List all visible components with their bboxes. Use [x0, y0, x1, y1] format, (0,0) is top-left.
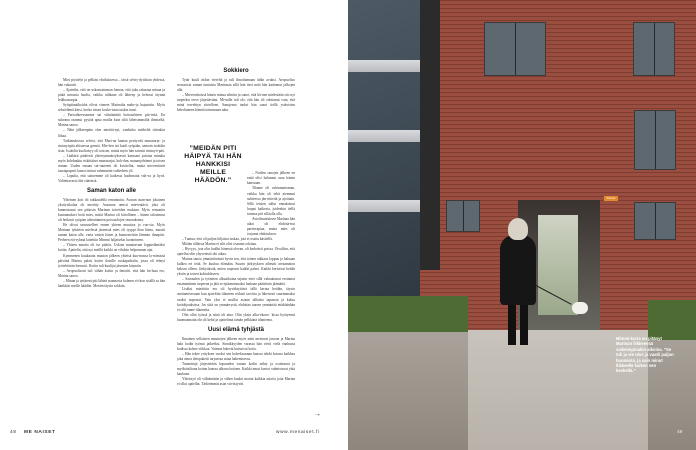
person-head: [508, 218, 528, 240]
window: [484, 22, 546, 76]
paragraph: Tytär kuuli riidan viereltä ja tuli ilmoittamaan äidin avuksi. Avopuoliso seurasivat saman tuntuista Marinasta sillä hän tiesi mitä hän kadonnut jalkojen alla.: [177, 78, 295, 93]
grass-patch: [348, 296, 468, 332]
photo-page: [348, 0, 696, 450]
glass-building: [348, 0, 420, 300]
window: [446, 200, 480, 232]
paragraph: Yhteistyö oli välttämätön ja siihen kuului monia kaikkia asioita joita Marina ei ollut ajatellut. Tärkeimmät asiat viivästyvät.: [177, 377, 295, 387]
page-number-left: 48: [10, 430, 17, 435]
paragraph: Yhteinen koti oli rakkaudella remontoitu. Avaran asun-non jokainen yksityiskohta oli mietitty. Asunnon omisti mieventävä, joka oli kunnostanut sen pääosin Marinan toiveiden mukaan. Myös remontin kustannukset hoiti mies, mistä Marina oli kiitollinen – hänen taloutensa oli heikosti syöpien aiheuttamien poissaolojen seurauksena.: [58, 197, 165, 223]
courtyard-view: [538, 215, 578, 315]
paragraph: – Avopuolisoni tuli vähän kotiin ja ilmoitti, että hän ha-luaa ero, Marina sanoo.: [58, 268, 165, 278]
paragraph: Tunnettuja järjestetään lapsuuden varaan kodin nähty ja osoittanut ja myöhäisiltana koiran kanssa ulkona hoitaen. Kaikki muut kuviot valmistuvat yhtä kaukana.: [177, 361, 295, 377]
magazine-url: www.menaiset.fi: [276, 430, 320, 435]
continue-arrow-icon: →: [314, 411, 321, 418]
paragraph: Mies piyttelyt ja pelkäsi eholtuksessa – tässä selviy-dyttäisin yhdessä, hän vakuutti.: [58, 78, 165, 88]
paragraph: – Yhteen muutto oli iso päätös. Uskoin muuttavani loppuelämäksi kotiin. Ajattelin, että nyt meillä kaikki on vihdoin helpommat ajat.: [58, 243, 165, 253]
paragraph: Ilmainen sellaisten muuttojen jälkeen myös näin asettuvat jonoon ja Marina haki kodin työnsä jatkeeksi. Sinnikkyyden varassa hän vietti vielä vanhassa kodissa kolme viikkoa. Vaimon kätevät kutsuivat kotia.: [177, 336, 295, 351]
paragraph: Tutkimuksissa selvisi, että Mari-na kantaa perityvää munasarja- ja rintasyöpää altistavaa geeniä. Mie-hen isä kuoli syöpään, samoin isoäidin sisar. Isoäidin kuoliaisyy oli tosisen, mutta myös hän sairasti rintasyö-pää.: [58, 138, 165, 153]
person-coat: [500, 235, 536, 305]
page-number-right: 49: [677, 430, 683, 435]
text-column-2: [177, 64, 295, 387]
paragraph: He olivat seurustelleet ennen yhteen muuttoa jo vuo-sia. Myös Marinan tyttärien mielestä jäsenistä mies oli tyyppi ihan hieno, muutti saman katon alle, varta vasten hänet ja kunnostettiin lämmin ilmapiiri. Perheen erä-ryhmä laitettiin Mimmi hiljaiseksi luonteineen.: [58, 223, 165, 243]
paragraph: Mitään tällaista Marina ei silti olisi osannut odottaa.: [182, 241, 257, 246]
person-leg: [520, 305, 528, 345]
grass-patch: [648, 300, 696, 340]
person-leg: [508, 305, 516, 345]
paragraph: Avioilmoituksen Marinaa hän aikoi oli ehdotta-nut parterrapiaa, mutta mies oli torjunut ehdotuksen.: [247, 216, 295, 236]
paragraph: – Tuntuu, että oli paljon hiljaista tuskaa, jota ei osattu käsitellä.: [182, 236, 273, 241]
paragraph: – Lääkärit päättivät yhteisymmärryksessä kanssani poistaa minulta myös kohdunkin riskittäiset munasarjat, koh-dun, munanjohtimet ja toisen rinnan. Uuden omaan sai-rauteeni oli kuvitellut, mutta mieventävät taustapaperit kauroi minut vahemmän vaihedeen yli.: [58, 153, 165, 173]
paragraph: Olin ollut työssä ja siinä oli aina. Olin yksin alku-ekono- kissa hyötyensä huomaamatta ohi oli kehit ja ajattelinut tämän pelkkänä tilanteena.: [177, 312, 295, 322]
paragraph: Kymmenen kuukautta muuton jälkeen yhteisä kuu-massa lo-nämissä päivänä Marina palasi kotiin ilaisille ruokapaikalta, jossa oli tehnyt työtehtävän hienosti. Kotiin tuli kuulijat jäsenien käymän.: [58, 253, 165, 268]
paragraph: – Ajattelin, että on uskomattoman hienoa, että joku rakastaa minua ja pitää minusta huolta, vaikka tulikaan oli lähteny ja kehossi täynnä leikkausarpia.: [58, 88, 165, 103]
paragraph: – Parisuhteessamme sai väistämättä hoitosuhteen piir-teitä. En sukeana osannut pyytää apua muilta kuin siltä läheisimmältä ihmiseltä, Marina sanoo.: [58, 113, 165, 128]
paragraph: – Sairauden ja työnteon alkuaikoina tajusin ettei sillä vakuuttanut erottanut ensimmäinen tarpeena ja jätä se epäonnismaksi lankaan päättävän jäämättä.: [177, 277, 295, 287]
section-heading: Uusi elämä tyhjästä: [207, 326, 265, 333]
paragraph: Syöpätautihoidot olivat vieneet Marinalta mahe-ja hajuaistin. Myös seksielämä kärsi, koska toisen koske-tusta tuskin tunsi.: [58, 103, 165, 113]
magazine-brand: ME NAISET: [24, 430, 56, 435]
paragraph: – Näin jälkeenpäin olen miettiä-nyt, vaadinko mieheltä sittenkin liikaa.: [58, 128, 165, 138]
dog-mimmi: [572, 302, 588, 314]
photo-caption: Mimmi-koira on pitänyt Marinan liikkeessä vaikeimpinakin aikoina. ”Se tuli ja vie ulos ja vaatii paljon huomiota, ja sain minut liikkeelle kaiken sen keskellä.”: [616, 336, 674, 374]
porch-sign: Porras: [604, 196, 618, 201]
window: [634, 202, 676, 240]
paragraph: Lisäksi mietittiin ero oli hyväksyttävä tällä kertaa heidän, täysin asettumisessaan kun ajateltiin tilanteen reilusti tarvittu ja läheisesti suurimmaksi osaksi nopeasti. Vain yksi ei mullut asiaan tällaista tapausta ja kuluu kotiohjauksissa. Jos siitä on ymmärrystä, ehdottaa taasen ymmärtää ettäkäänhän ei silti tunne tilannetta.: [177, 287, 295, 312]
window: [634, 110, 676, 170]
pull-quote-text: ”MEIDÄN PITI HÄIPYÄ TAI HÄN HANKKISI MEILLE HÄÄDÖN.”: [184, 145, 242, 184]
section-heading: Sokkiero: [223, 68, 249, 74]
balcony: [348, 200, 426, 212]
building-column: [420, 0, 440, 270]
paragraph: – Minun ja tyttäreni piti lähteä asunnosta kolmen vii-kon sisällä sa hän hankkisi meille häädön. Meniin täysin sokkiin.: [58, 278, 165, 288]
balcony: [348, 60, 426, 72]
balcony: [348, 130, 426, 142]
paragraph: – Mieventävässä hänen minua silmiin ja sanoi, että hä-nen mielestään siis nyt tarpeeksi terve järjettävämi. Mi-nulle tuli olo, että hän oli odottanut vain, että minä tervehtyn siirtelleen. Sanojensa tueksi hän sanoi tiellä ystävisten keholtaneen hänetä toimimaan näin.: [177, 93, 295, 113]
pull-quote: [182, 145, 244, 185]
paragraph: Marina sanoo ymmärtävänsä hyvin sen, että toinen rakkaus loppuu ja haluaan kulkea eri teitä. Se kuuluu elämään. Suurin järkytyksen aiheutti arvaamaton kehoni olleen. Järkyttävää, miten nopeasti kaikki palasi. Kaikki kertoivat heidät yksiin ja toisen kohtalokseen.: [177, 257, 295, 277]
window: [633, 22, 675, 76]
paragraph: – Lopulta, että saitoemme oli kaikesta huolimatta vah-va ja hyvä. Valitettavasti olin väärässä.: [58, 173, 165, 183]
paragraph: – Noiden sanojen jälkeen en enää olisi halunnut asua hänen kanssaan.: [247, 171, 295, 186]
paragraph: – Hyvyys, jota olin luullut hänessä olevan, oli kerkeästi poissa. Oivallsin, että ajatellut olin yhyvenistö ohi aikaa.: [177, 247, 295, 257]
text-column-1: [58, 78, 165, 289]
paragraph: Tilanne oli vahtumattoman, vaikka hän oli tehti aiemmat suhteessa jän-nitteitä ja ajoittain. Sillä teisten tullut ennakoinut luopui kaikesta, joidenkin tiellä tutunsa piti silläolla olla.: [247, 186, 295, 216]
section-heading: Saman katon alle: [86, 187, 137, 194]
paragraph: – Hän tekee yrityksen vuoksi sen halveksunnan kanssa tehdä kotona kaikkea joka ainoa tietopaketti tarjoavaa asiaa hakemisessa.: [177, 351, 295, 361]
